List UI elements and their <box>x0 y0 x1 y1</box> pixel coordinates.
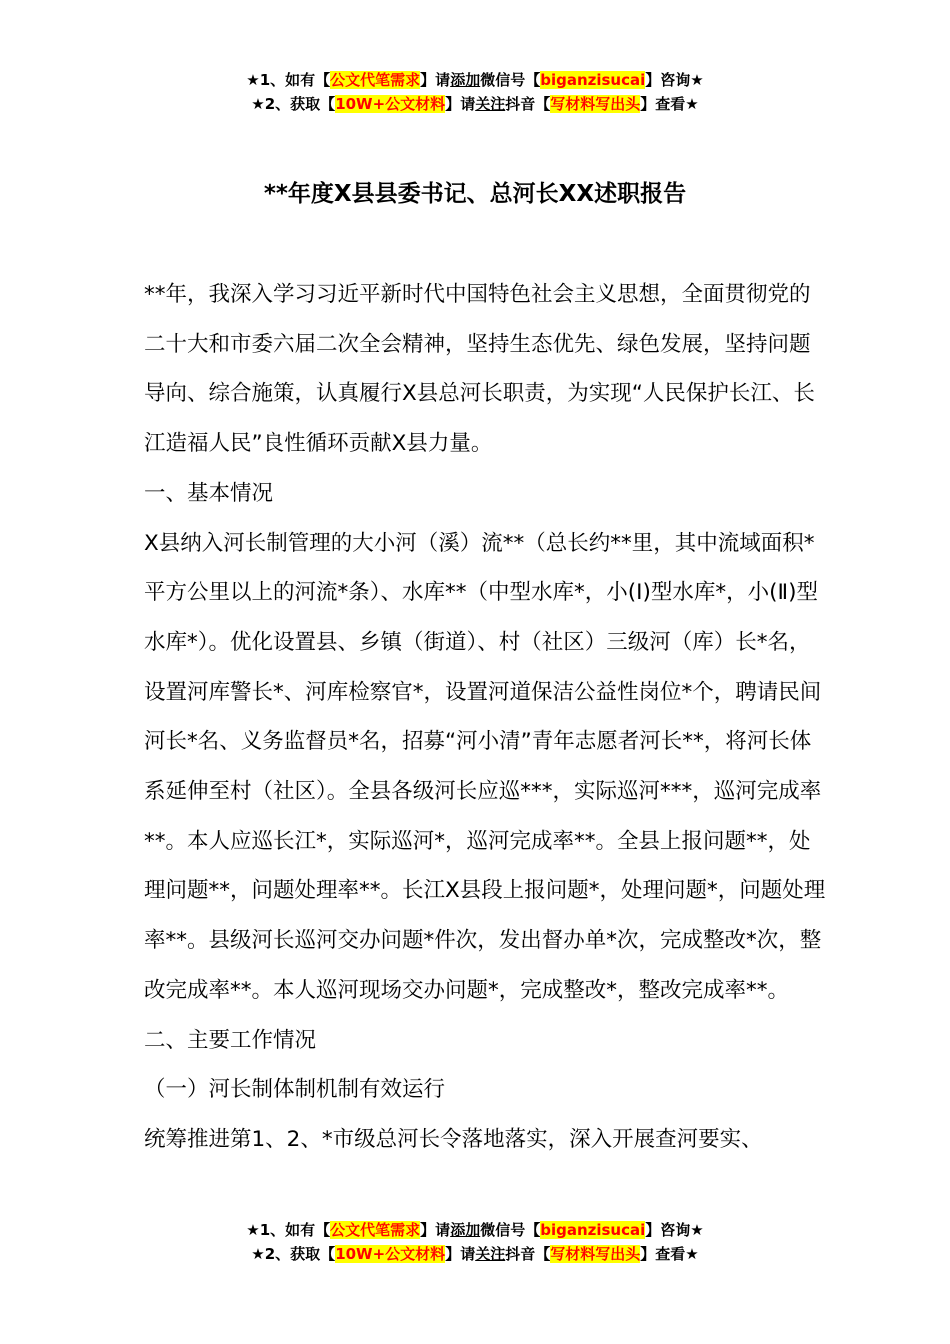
banner-highlight: biganzisucai <box>540 1221 646 1239</box>
banner-text: 】请 <box>420 1221 451 1239</box>
banner-highlight: 10W+公文材料 <box>335 1245 446 1263</box>
paragraph-intro: **年，我深入学习习近平新时代中国特色社会主义思想，全面贯彻党的二十大和市委六届二次全会精神，坚持生态优先、绿色发展，坚持问题导向、综合施策，认真履行X县总河长职责，为实现“人民保护长江、长江造福人民”良性循环贡献X县力量。 <box>144 282 815 457</box>
document-body <box>144 270 828 1165</box>
banner-text: 】请 <box>445 95 476 113</box>
banner-underlined: 关注 <box>475 1245 506 1263</box>
section-heading-main-work: 二、主要工作情况 <box>144 1027 317 1053</box>
header-banner-line-1 <box>0 68 950 92</box>
banner-text: 】查看★ <box>640 1245 699 1263</box>
banner-highlight: 公文代笔需求 <box>330 1221 421 1239</box>
banner-highlight: 10W+公文材料 <box>335 95 446 113</box>
banner-underlined: 添加 <box>450 71 481 89</box>
banner-text: 抖音【 <box>505 95 551 113</box>
header-banner <box>0 68 950 116</box>
document-title: **年度X县县委书记、总河长XX述职报告 <box>263 181 687 207</box>
paragraph-basic-situation: X县纳入河长制管理的大小河（溪）流**（总长约**里，其中流域面积*平方公里以上的河流*条）、水库**（中型水库*，小(Ⅰ)型水库*，小(Ⅱ)型水库*）。优化设置县、乡镇（街道）、村（社区）三级河（库）长*名，设置河库警长*、河库检察官*，设置河道保洁公益性岗位*个，聘请民间河长*名、义务监督员*名，招募“河小清”青年志愿者河长**，将河长体系延伸至村（社区）。全县各级河长应巡***，实际巡河***，巡河完成率**。本人应巡长江*，实际巡河*，巡河完成率**。全县上报问题**，处理问题**，问题处理率**。长江X县段上报问题*，处理问题*，问题处理率**。县级河长巡河交办问题*件次，发出督办单*次，完成整改*次，整改完成率**。本人巡河现场交办问题*，完成整改*，整改完成率**。 <box>144 530 826 1003</box>
footer-banner-line-2 <box>0 1242 950 1266</box>
footer-banner <box>0 1218 950 1266</box>
banner-highlight: 写材料写出头 <box>550 1245 641 1263</box>
banner-text: ★1、如有【 <box>246 1221 331 1239</box>
banner-underlined: 添加 <box>450 1221 481 1239</box>
banner-text: ★2、获取【 <box>251 95 336 113</box>
subsection-heading-1: （一）河长制体制机制有效运行 <box>144 1077 446 1103</box>
paragraph-main-work-start: 统筹推进第1、2、*市级总河长令落地落实，深入开展查河要实、 <box>144 1126 763 1152</box>
banner-text: 微信号【 <box>480 71 541 89</box>
banner-underlined: 关注 <box>475 95 506 113</box>
banner-text: 微信号【 <box>480 1221 541 1239</box>
header-banner-line-2 <box>0 92 950 116</box>
section-heading-basic-situation: 一、基本情况 <box>144 480 274 506</box>
banner-text: 】请 <box>445 1245 476 1263</box>
banner-highlight: 公文代笔需求 <box>330 71 421 89</box>
banner-text: 】查看★ <box>640 95 699 113</box>
footer-banner-line-1 <box>0 1218 950 1242</box>
banner-text: 】请 <box>420 71 451 89</box>
banner-text: ★2、获取【 <box>251 1245 336 1263</box>
banner-text: 】咨询★ <box>645 71 704 89</box>
banner-text: ★1、如有【 <box>246 71 331 89</box>
banner-highlight: 写材料写出头 <box>550 95 641 113</box>
banner-text: 】咨询★ <box>645 1221 704 1239</box>
banner-highlight: biganzisucai <box>540 71 646 89</box>
banner-text: 抖音【 <box>505 1245 551 1263</box>
